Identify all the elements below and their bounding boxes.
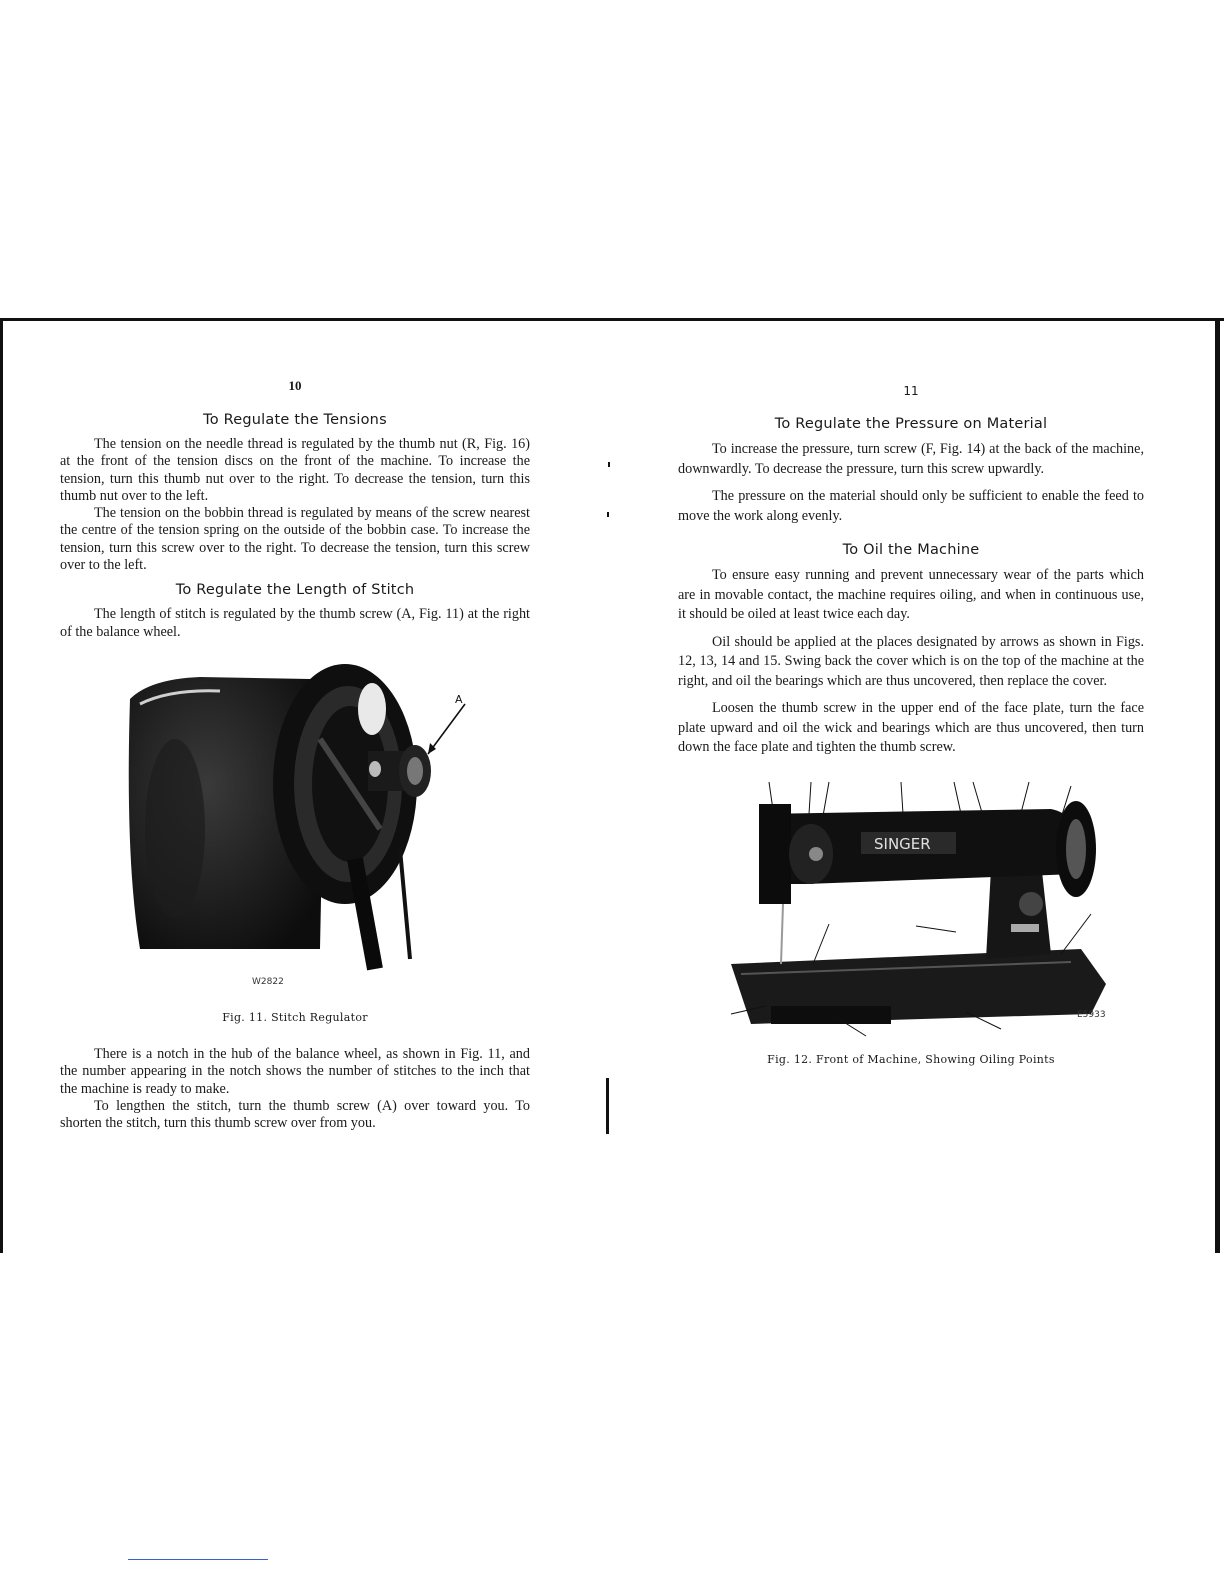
paragraph: To increase the pressure, turn screw (F, Fig. 14) at the back of the machine, downwardly. To decrease the pressure, turn this screw upwardly. [678, 441, 1144, 477]
gutter-mark [608, 462, 610, 467]
gutter-mark [606, 1078, 609, 1134]
scan-right-border [1215, 318, 1220, 1253]
figure-label-a: A [455, 692, 463, 706]
paragraph: Loosen the thumb screw in the upper end of the face plate, turn the face plate upward and oil the wick and bearings which are thus uncovered, then turn down the face plate and tighten the thumb screw. [678, 700, 1144, 755]
paragraph: To ensure easy running and prevent unnecessary wear of the parts which are in movable contact, the machine requires oiling, and when in continuous use, it should be oiled at least twice each day. [678, 567, 1144, 622]
paragraph: The length of stitch is regulated by the thumb screw (A, Fig. 11) at the right of the balance wheel. [60, 606, 530, 640]
left-page [60, 378, 530, 1132]
right-page [678, 378, 1144, 1066]
paragraph: To lengthen the stitch, turn the thumb screw (A) over toward you. To shorten the stitch, turn this thumb screw over from you. [60, 1097, 530, 1132]
scan-left-border [0, 318, 3, 1253]
paragraph: The tension on the needle thread is regulated by the thumb nut (R, Fig. 16) at the front of the tension discs on the front of the machine. To increase the tension, turn this thumb nut over to the right. To decrease the tension, turn this thumb nut over to the left. [60, 436, 530, 504]
figure-code: E5933 [1077, 1009, 1106, 1020]
sewing-machine-photo [711, 774, 1111, 1049]
section-title-stitch-length: To Regulate the Length of Stitch [175, 582, 415, 599]
machine-brand: SINGER [874, 834, 931, 853]
scan-top-border [0, 318, 1224, 321]
section-title-tensions: To Regulate the Tensions [203, 412, 387, 428]
scan-artifact-line [128, 1559, 268, 1560]
figure-caption: Fig. 12. Front of Machine, Showing Oiling Points [767, 1052, 1055, 1066]
section-title-pressure: To Regulate the Pressure on Material [774, 416, 1048, 432]
paragraph: The pressure on the material should only be sufficient to enable the feed to move the work along evenly. [678, 488, 1144, 524]
figure-code: W2822 [252, 976, 284, 987]
figure-stitch-regulator [110, 659, 480, 989]
figure-oiling-points [711, 774, 1111, 1049]
paragraph: The tension on the bobbin thread is regulated by means of the screw nearest the centre of the tension spring on the outside of the bobbin case. To increase the tension, turn this screw over to the right. To decrease the tension, turn this screw over to the left. [60, 505, 530, 574]
page-number: 11 [903, 384, 919, 398]
section-title-oil: To Oil the Machine [842, 542, 980, 558]
page-number: 10 [288, 378, 302, 393]
figure-caption: Fig. 11. Stitch Regulator [222, 1010, 368, 1024]
stitch-regulator-photo [110, 659, 480, 989]
paragraph: There is a notch in the hub of the balance wheel, as shown in Fig. 11, and the number appearing in the notch shows the number of stitches to the inch that the machine is ready to make. [60, 1045, 530, 1097]
gutter-mark [607, 512, 609, 517]
paragraph: Oil should be applied at the places designated by arrows as shown in Figs. 12, 13, 14 and 15. Swing back the cover which is on the top of the machine at the right, and oil the bearings which are thus uncovered, then replace the cover. [678, 633, 1144, 689]
